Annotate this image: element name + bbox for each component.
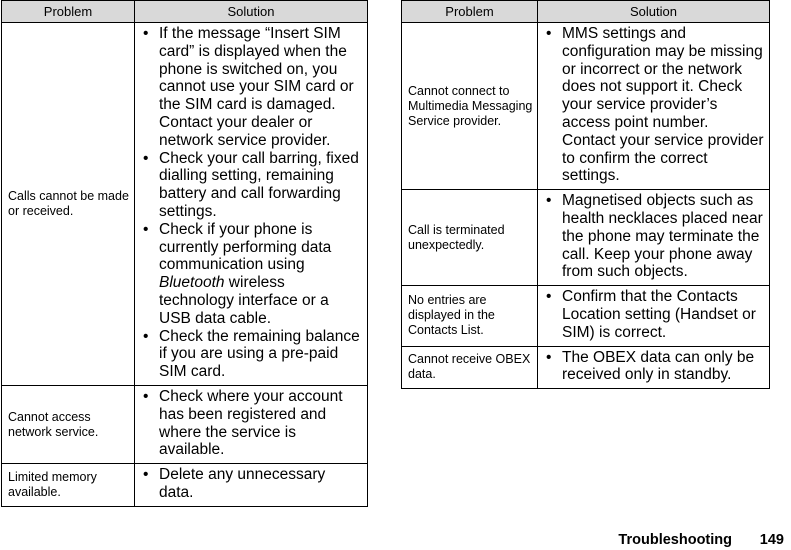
problem-cell: Limited memory available. — [2, 464, 135, 507]
page-number: 149 — [759, 532, 784, 548]
left-troubleshooting-table — [1, 0, 368, 507]
problem-column-header: Problem — [2, 1, 135, 23]
solution-item: • Check the remaining balance if you are using a pre-paid SIM card. — [139, 328, 363, 381]
problem-cell: Calls cannot be made or received. — [2, 23, 135, 386]
problem-cell: No entries are displayed in the Contacts List. — [402, 286, 538, 346]
table-row — [402, 346, 770, 389]
solution-item: • If the message “Insert SIM card” is displayed when the phone is switched on, you cannot use your SIM card or the SIM card is damaged. Contact your dealer or network service provider. — [139, 25, 363, 150]
solution-cell — [135, 23, 368, 386]
solution-column-header: Solution — [538, 1, 770, 23]
solution-cell — [135, 385, 368, 463]
solution-item: • Check where your account has been registered and where the service is available. — [139, 388, 363, 459]
table-row — [402, 190, 770, 286]
problem-column-header: Problem — [402, 1, 538, 23]
page-footer — [0, 532, 791, 550]
solution-item: • Check your call barring, fixed dialling setting, remaining battery and call forwarding settings. — [139, 150, 363, 221]
solution-cell — [135, 464, 368, 507]
solution-item: • Delete any unnecessary data. — [139, 466, 363, 502]
solution-cell — [538, 23, 770, 190]
footer-section-title: Troubleshooting — [618, 532, 732, 548]
problem-cell: Cannot access network service. — [2, 385, 135, 463]
table-row — [2, 385, 368, 463]
solution-item: • Magnetised objects such as health necklaces placed near the phone may terminate the call. Keep your phone away from such objects. — [542, 192, 765, 281]
table-row — [2, 464, 368, 507]
solution-item: • The OBEX data can only be received only in standby. — [542, 349, 765, 385]
solution-cell — [538, 286, 770, 346]
table-header-row — [402, 1, 770, 23]
table-row — [402, 286, 770, 346]
table-row — [2, 23, 368, 386]
solution-column-header: Solution — [135, 1, 368, 23]
table-header-row — [2, 1, 368, 23]
solution-item: • Confirm that the Contacts Location setting (Handset or SIM) is correct. — [542, 288, 765, 341]
table-row — [402, 23, 770, 190]
problem-cell: Cannot receive OBEX data. — [402, 346, 538, 389]
problem-cell: Cannot connect to Multimedia Messaging Service provider. — [402, 23, 538, 190]
solution-cell — [538, 190, 770, 286]
solution-item: • Check if your phone is currently performing data communication using Bluetooth wireless technology interface or a USB data cable. — [139, 221, 363, 328]
solution-cell — [538, 346, 770, 389]
right-troubleshooting-table — [401, 0, 770, 389]
solution-item: • MMS settings and configuration may be missing or incorrect or the network does not support it. Check your service provider’s access point number. Contact your service provider to confirm the correct settings. — [542, 25, 765, 185]
problem-cell: Call is terminated unexpectedly. — [402, 190, 538, 286]
